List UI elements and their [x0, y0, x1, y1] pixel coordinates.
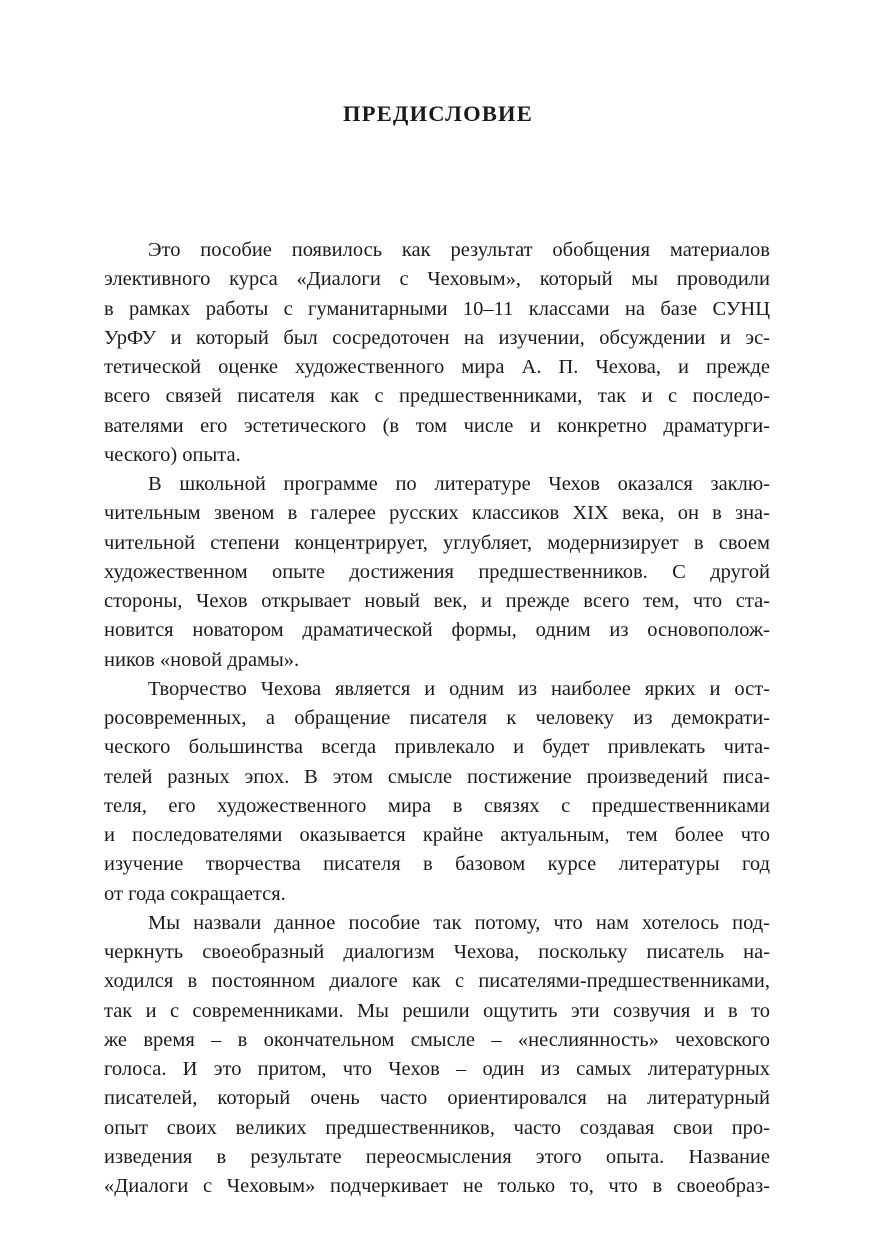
text-line: телей разных эпох. В этом смысле постижение произведений писа-: [104, 765, 770, 788]
paragraph-4: [104, 909, 770, 1202]
text-line: художественном опыте достижения предшественников. С другой: [104, 560, 770, 583]
text-line: УрФУ и который был сосредоточен на изучении, обсуждении и эс-: [104, 326, 770, 349]
text-line: ческого большинства всегда привлекало и будет привлекать чита-: [104, 736, 770, 759]
text-line: росовременных, а обращение писателя к человеку из демократи-: [104, 707, 770, 729]
text-line: ников «новой драмы».: [104, 648, 300, 671]
text-line: Это пособие появилось как результат обобщения материалов: [148, 239, 770, 261]
paragraph-3: [104, 675, 770, 909]
text-line: Творчество Чехова является и одним из наиболее ярких и ост-: [148, 677, 770, 700]
text-line: тетической оценке художественного мира А. П. Чехова, и прежде: [104, 356, 770, 378]
text-line: ческого) опыта.: [104, 443, 241, 466]
text-line: изучение творчества писателя в базовом курсе литературы год: [104, 853, 770, 876]
text-line: Мы назвали данное пособие так потому, что нам хотелось под-: [148, 911, 770, 934]
paragraph-2: [104, 470, 770, 675]
text-line: «Диалоги с Чеховым» подчеркивает не только то, что в своеобраз-: [104, 1175, 770, 1197]
text-line: В школьной программе по литературе Чехов оказался заклю-: [148, 473, 770, 495]
text-line: новится новатором драматической формы, одним из основополож-: [104, 619, 770, 642]
text-line: теля, его художественного мира в связях с предшественниками: [104, 794, 770, 817]
text-line: черкнуть своеобразный диалогизм Чехова, поскольку писатель на-: [104, 941, 770, 963]
text-line: так и с современниками. Мы решили ощутить эти созвучия и в то: [104, 999, 770, 1022]
text-line: в рамках работы с гуманитарными 10–11 классами на базе СУНЦ: [104, 297, 770, 320]
text-line: ходился в постоянном диалоге как с писателями-предшественниками,: [104, 970, 770, 993]
text-line: элективного курса «Диалоги с Чеховым», который мы проводили: [104, 268, 770, 291]
text-line: чительной степени концентрирует, углубляет, модернизирует в своем: [104, 531, 770, 554]
text-line: вателями его эстетического (в том числе и конкретно драматурги-: [104, 414, 770, 437]
page-heading: ПРЕДИСЛОВИЕ: [343, 101, 533, 126]
text-line: голоса. И это притом, что Чехов – один из самых литературных: [104, 1058, 770, 1080]
text-line: всего связей писателя как с предшественниками, так и с последо-: [104, 385, 770, 408]
paragraph-1: [104, 236, 770, 470]
text-line: чительным звеном в галерее русских классиков XIX века, он в зна-: [104, 502, 770, 525]
page-body: [104, 236, 770, 1201]
text-line: от года сокращается.: [104, 882, 286, 905]
text-line: и последователями оказывается крайне актуальным, тем более что: [104, 824, 770, 846]
text-line: изведения в результате переосмысления этого опыта. Название: [104, 1145, 770, 1168]
text-line: опыт своих великих предшественников, часто создавая свои про-: [104, 1116, 770, 1139]
text-line: стороны, Чехов открывает новый век, и прежде всего тем, что ста-: [104, 590, 770, 612]
text-line: писателей, который очень часто ориентировался на литературный: [104, 1087, 770, 1110]
text-line: же время – в окончательном смысле – «неслиянность» чеховского: [104, 1028, 770, 1051]
